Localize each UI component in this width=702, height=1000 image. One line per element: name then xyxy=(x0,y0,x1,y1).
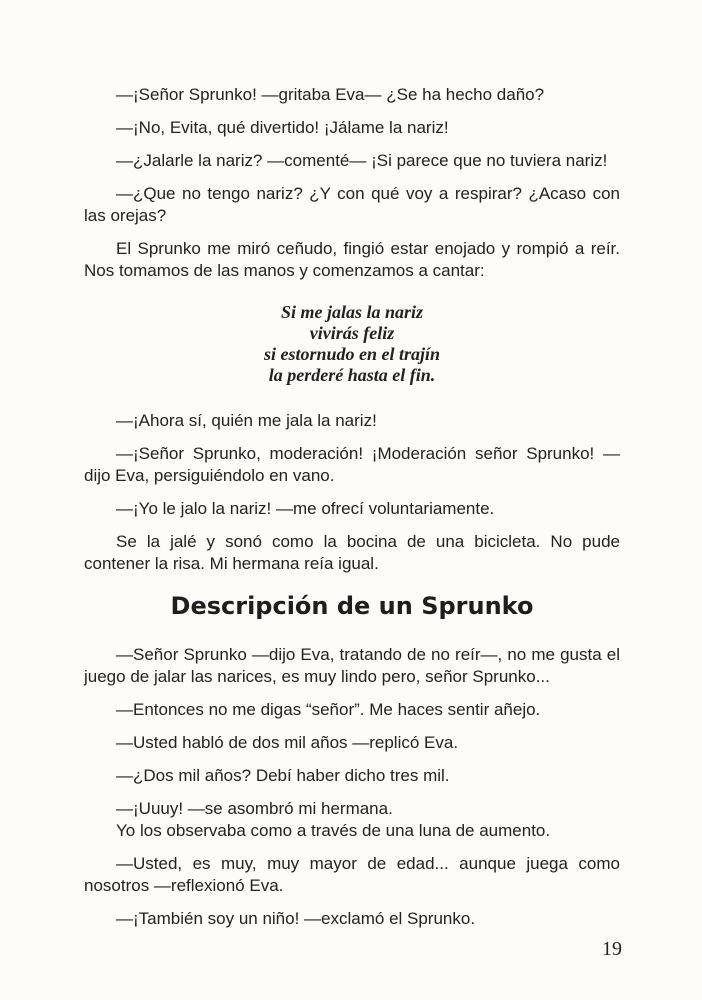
section-heading: Descripción de un Sprunko xyxy=(170,592,534,620)
paragraph: —¡No, Evita, qué divertido! ¡Jálame la nariz! xyxy=(116,118,449,137)
song-verse xyxy=(84,302,620,386)
paragraph: El Sprunko me miró ceñudo, fingió estar enojado y rompió a reír. Nos tomamos de las manos y comenzamos a cantar: xyxy=(84,239,620,280)
paragraph: —Entonces no me digas “señor”. Me haces sentir añejo. xyxy=(116,700,541,719)
verse-line: Si me jalas la nariz xyxy=(280,302,424,322)
paragraph: —Usted, es muy, muy mayor de edad... aunque juega como nosotros —reflexionó Eva. xyxy=(84,854,620,895)
paragraph: —¿Dos mil años? Debí haber dicho tres mil. xyxy=(116,766,450,785)
paragraph: Se la jalé y sonó como la bocina de una bicicleta. No pude contener la risa. Mi hermana reía igual. xyxy=(84,532,620,573)
paragraph: —¿Jalarle la nariz? —comenté— ¡Si parece que no tuviera nariz! xyxy=(116,151,608,170)
verse-line: si estornudo en el trajín xyxy=(263,344,441,364)
paragraph: Yo los observaba como a través de una luna de aumento. xyxy=(116,821,551,840)
verse-line: vivirás feliz xyxy=(309,323,395,343)
paragraph: —Usted habló de dos mil años —replicó Eva. xyxy=(116,733,459,752)
paragraph: —¡También soy un niño! —exclamó el Sprunko. xyxy=(116,909,476,928)
page-number: 19 xyxy=(602,938,622,960)
paragraph: —¡Señor Sprunko, moderación! ¡Moderación señor Sprunko! —dijo Eva, persiguiéndolo en vano. xyxy=(84,444,620,485)
paragraph: —¡Ahora sí, quién me jala la nariz! xyxy=(116,411,377,430)
paragraph: —¡Yo le jalo la nariz! —me ofrecí voluntariamente. xyxy=(116,499,495,518)
paragraph: —¡Señor Sprunko! —gritaba Eva— ¿Se ha hecho daño? xyxy=(116,85,545,104)
section-1-text xyxy=(84,84,620,586)
section-2-text xyxy=(84,644,620,941)
verse-line: la perderé hasta el fin. xyxy=(268,365,436,385)
paragraph: —Señor Sprunko —dijo Eva, tratando de no reír—, no me gusta el juego de jalar las narices, es muy lindo pero, señor Sprunko... xyxy=(84,645,620,686)
paragraph: —¡Uuuy! —se asombró mi hermana. xyxy=(116,799,393,818)
paragraph: —¿Que no tengo nariz? ¿Y con qué voy a respirar? ¿Acaso con las orejas? xyxy=(84,184,620,225)
